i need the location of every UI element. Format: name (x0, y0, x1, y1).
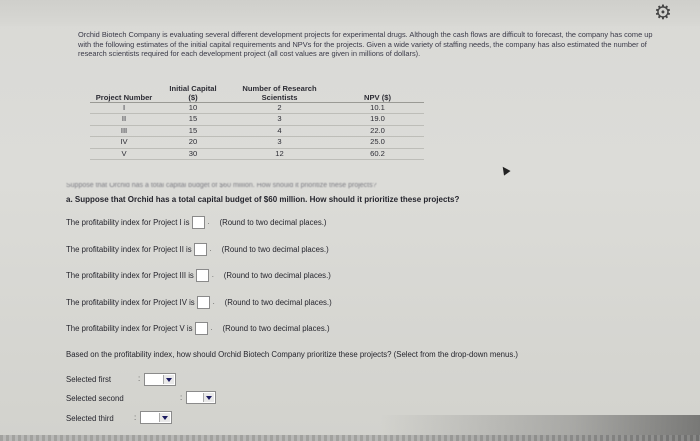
screen-edge (0, 435, 700, 441)
cell-capital: 15 (158, 125, 228, 136)
pi-input-project-4[interactable] (197, 296, 210, 309)
problem-statement: Orchid Biotech Company is evaluating several different development projects for experimental drugs. Although the cash flows are difficult to forecast, the company has come up with the following estimates of the initial capital requirements and NPVs for the projects. Given a wide variety of staffing needs, the company has also estimated the number of research scientists required for each development project (all cost values are given in millions of dollars). (78, 30, 653, 59)
col-header-project: Project Number (95, 92, 153, 102)
chevron-down-icon (203, 393, 214, 402)
cell-capital: 10 (158, 103, 228, 114)
pi-label: The profitability index for Project III is (66, 271, 194, 280)
round-hint: (Round to two decimal places.) (224, 298, 332, 307)
round-hint: (Round to two decimal places.) (219, 218, 327, 227)
table-row (90, 103, 424, 114)
selected-second-label: Selected second (66, 394, 124, 403)
table-row (90, 125, 424, 136)
pi-row-project-4: The profitability index for Project IV is . (Round to two decimal places.) (66, 298, 332, 307)
cell-npv: 22.0 (331, 125, 424, 136)
cell-project: I (90, 103, 158, 114)
cell-scientists: 4 (228, 125, 331, 136)
col-header-scientists: Number of Research Scientists (242, 84, 317, 102)
col-header-capital: Initial Capital ($) (169, 84, 217, 102)
table-row (90, 137, 424, 148)
cell-scientists: 2 (228, 103, 331, 114)
pi-input-project-3[interactable] (196, 269, 209, 282)
partial-question-overlap: Suppose that Orchid has a total capital budget of $60 million. How should it prioritize these projects? (66, 183, 377, 189)
cell-capital: 30 (158, 148, 228, 159)
pi-label: The profitability index for Project I is (66, 218, 190, 227)
selected-first-label: Selected first (66, 375, 112, 384)
gear-icon[interactable]: ⚙ (654, 2, 672, 24)
cell-scientists: 3 (228, 114, 331, 125)
cell-capital: 15 (158, 114, 228, 125)
cell-scientists: 3 (228, 137, 331, 148)
cell-project: III (90, 125, 158, 136)
cell-scientists: 12 (228, 148, 331, 159)
cursor-icon (499, 164, 510, 175)
selected-first-dropdown[interactable] (144, 373, 176, 386)
cell-npv: 60.2 (331, 148, 424, 159)
round-hint: (Round to two decimal places.) (221, 245, 329, 254)
pi-label: The profitability index for Project V is (66, 324, 193, 333)
pi-row-project-1: The profitability index for Project I is . (Round to two decimal places.) (66, 218, 327, 227)
cell-npv: 10.1 (331, 103, 424, 114)
round-hint: (Round to two decimal places.) (223, 271, 331, 280)
table-row (90, 114, 424, 125)
top-bar (0, 0, 700, 26)
pi-row-project-5: The profitability index for Project V is . (Round to two decimal places.) (66, 324, 330, 333)
chevron-down-icon (163, 375, 174, 384)
cell-project: IV (90, 137, 158, 148)
prioritize-instruction: Based on the profitability index, how should Orchid Biotech Company prioritize these projects? (Select from the drop-down menus.) (66, 350, 519, 359)
pi-input-project-1[interactable] (192, 216, 205, 229)
selected-third-label: Selected third (66, 414, 114, 423)
screen: ⚙ Orchid Biotech Company is evaluating several different development projects for experimental drugs. Although the cash flows are difficult to forecast, the company has come up with the following estimates of the initial capital requirements and NPVs for the projects. Given a wide variety of staffing needs, the company has also estimated the number of research scientists required for each development project (all cost values are given in millions of dollars). Project Number Initial Capital ($) Number of Research Scientists NPV ($) I 10 2 10.1 II 15 3 19.0 III 15 4 22.0 IV 20 3 25.0 V 30 12 60.2 Suppose that Orchid has a total capital budget of $60 million. How should it prioritize these projects? a. Suppose that Orchid has a total capital budget of $60 million. How should it prioritize these projects? The profitability index for Project I is . (Round to two decimal places.) The profitability index for Project II is . (Round to two decimal places.) The profitability index for Project III is . (Round to two decimal places.) The profitability index for Project IV is . (Round to two decimal places.) The profitability index for Project V is . (Round to two decimal places.) Based on the profitability index, how should Orchid Biotech Company prioritize these projects? (Select from the drop-down menus.) Selected first : Selected second : Selected third : (0, 0, 700, 441)
cell-project: V (90, 148, 158, 159)
cell-project: II (90, 114, 158, 125)
pi-input-project-2[interactable] (194, 243, 207, 256)
round-hint: (Round to two decimal places.) (222, 324, 330, 333)
pi-input-project-5[interactable] (195, 322, 208, 335)
pi-row-project-2: The profitability index for Project II is . (Round to two decimal places.) (66, 245, 329, 254)
pi-label: The profitability index for Project II is (66, 245, 192, 254)
projects-table (90, 85, 424, 160)
table-row (90, 148, 424, 159)
cell-capital: 20 (158, 137, 228, 148)
selected-third-dropdown[interactable] (140, 411, 172, 424)
pi-row-project-3: The profitability index for Project III is . (Round to two decimal places.) (66, 271, 331, 280)
pi-label: The profitability index for Project IV is (66, 298, 195, 307)
cell-npv: 25.0 (331, 137, 424, 148)
selected-second-dropdown[interactable] (186, 391, 216, 404)
chevron-down-icon (159, 413, 170, 422)
question-a: a. Suppose that Orchid has a total capital budget of $60 million. How should it prioritize these projects? (66, 195, 460, 204)
col-header-npv: NPV ($) (363, 92, 391, 102)
cell-npv: 19.0 (331, 114, 424, 125)
